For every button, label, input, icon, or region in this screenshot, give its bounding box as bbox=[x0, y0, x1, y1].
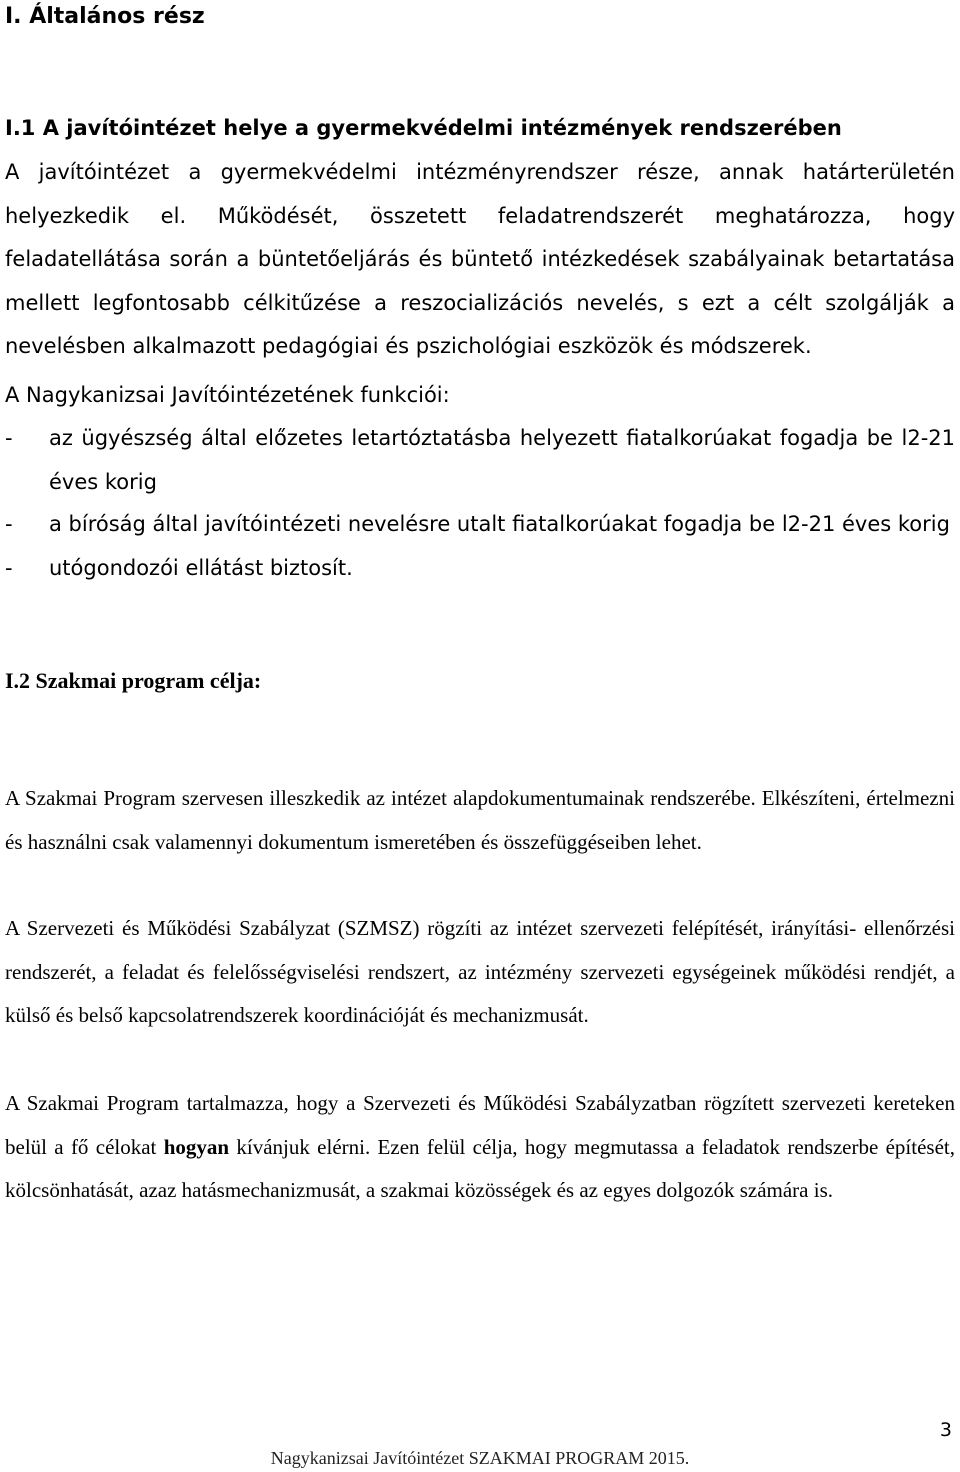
paragraph-3-text-start: A Szakmai Program tartalmazza, hogy a Szervezeti és Működési Szabályzatban rögzített szervezeti kereteken belül a fő célokat bbox=[5, 1091, 955, 1159]
section-1-title: I.1 A javítóintézet helye a gyermekvédelmi intézmények rendszerében bbox=[5, 116, 842, 140]
page-number: 3 bbox=[939, 1419, 952, 1441]
section-2-paragraph-3 bbox=[5, 1082, 955, 1213]
list-item-text: az ügyészség által előzetes letartóztatásba helyezett fiatalkorúakat fogadja be l2-21 éves korig bbox=[49, 426, 955, 494]
bullet-dash: - bbox=[5, 512, 13, 536]
list-item-text: a bíróság által javítóintézeti nevelésre utalt fiatalkorúakat fogadja be l2-21 éves korig bbox=[49, 512, 950, 536]
page-heading: I. Általános rész bbox=[5, 4, 205, 29]
section-2-paragraph-1: A Szakmai Program szervesen illeszkedik az intézet alapdokumentumainak rendszerébe. Elkészíteni, értelmezni és használni csak valamennyi dokumentum ismeretében és összefüggéseiben lehet. bbox=[5, 786, 955, 854]
list-item-text: utógondozói ellátást biztosít. bbox=[49, 556, 353, 580]
paragraph-3-bold-word: hogyan bbox=[163, 1134, 230, 1159]
functions-intro: A Nagykanizsai Javítóintézetének funkciói: bbox=[5, 383, 450, 407]
section-1-paragraph: A javítóintézet a gyermekvédelmi intézményrendszer része, annak határterületén helyezkedik el. Működését, összetett feladatrendszerét meghatározza, hogy feladatellátása során a büntetőeljárás és büntető intézkedések szabályainak betartatása mellett legfontosabb célkitűzése a reszocializációs nevelés, s ezt a célt szolgálják a nevelésben alkalmazott pedagógiai és pszichológiai eszközök és módszerek. bbox=[5, 160, 955, 358]
section-2-title: I.2 Szakmai program célja: bbox=[5, 668, 262, 693]
page-footer: Nagykanizsai Javítóintézet SZAKMAI PROGRAM 2015. bbox=[270, 1448, 690, 1468]
bullet-dash: - bbox=[5, 556, 13, 580]
bullet-dash: - bbox=[5, 426, 13, 450]
section-2-paragraph-2: A Szervezeti és Működési Szabályzat (SZMSZ) rögzíti az intézet szervezeti felépítését, irányítási- ellenőrzési rendszerét, a feladat és felelősségviselési rendszert, az intézmény szervezeti egységeinek működési rendjét, a külső és belső kapcsolatrendszerek koordinációját és mechanizmusát. bbox=[5, 916, 955, 1027]
paragraph-3-text-end: kívánjuk elérni. Ezen felül célja, hogy megmutassa a feladatok rendszerbe építését, kölcsönhatását, azaz hatásmechanizmusát, a szakmai közösségek és az egyes dolgozók számára is. bbox=[5, 1134, 955, 1202]
